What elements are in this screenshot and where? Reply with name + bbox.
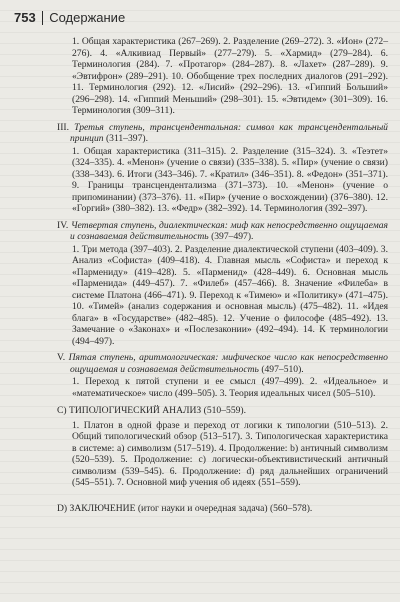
toc-items-stage3: 1. Общая характеристика (311–315). 2. Разделение (315–324). 3. «Теэтет» (324–335). 4. «Менон» (учение о связи) (335–338). 5. «Пир» (учение о связи) (338–343). 6. Итоги (343–346). 7. «Кратил» (346–351). 8. «Федон» (351–371). 9. Границы трансцендентализма (371–373). 10. «Менон» (учение о припоминании) (373–376). 11. «Пир» (учение о восхождении) (376–380). 12. «Горгий» (380–382). 13. «Федр» (382–392). 14. Терминология (392–397). (72, 145, 388, 214)
toc-content (55, 36, 388, 514)
toc-stage-4-heading (55, 220, 388, 243)
toc-stage-5-heading (55, 352, 388, 375)
toc-stage-3-heading (55, 122, 388, 145)
stage-pages: (397–497). (211, 231, 254, 242)
header-title: Содержание (49, 10, 126, 25)
toc-items-stage5: 1. Переход к пятой ступени и ее смысл (497–499). 2. «Идеальное» и «математическое» число (499–505). 3. Теория идеальных чисел (505–510). (72, 376, 388, 399)
running-header (14, 10, 386, 25)
toc-section-d-heading: D) ЗАКЛЮЧЕНИЕ (итог науки и очередная задача) (560–578). (57, 502, 313, 514)
stage-number: III. (57, 121, 69, 133)
page-number: 753 (14, 10, 36, 25)
header-divider (42, 11, 44, 25)
stage-number: IV. (57, 219, 69, 231)
stage-pages: (497–510). (261, 363, 304, 375)
toc-section-c-heading: С) ТИПОЛОГИЧЕСКИЙ АНАЛИЗ (510–559). (57, 405, 247, 416)
stage-title: Четвертая ступень, диалектическая: миф как непосредственно ощущаемая и сознаваемая действительность (70, 219, 388, 242)
stage-pages: (311–397). (105, 133, 148, 144)
toc-items-stage4: 1. Три метода (397–403). 2. Разделение диалектической ступени (403–409). 3. Анализ «Софиста» (409–418). 4. Главная мысль «Софиста» и переход к «Пармениду» (419–428). 5. «Парменид» (428–449). 6. Основная мысль «Парменида» (449–457). 7. «Филеб» (457–466). 8. Значение «Филеба» в системе Платона (466–471). 9. Переход к «Тимею» и «Политику» (471–475). 10. «Тимей» (анализ содержания и основная мысль) (475–482). 11. «Идея блага» в «Государстве» (482–485). 12. Учение о философе (485–492). 13. Замечание о «Законах» и «Послезаконии» (492–494). 14. К терминологии (494–497). (72, 243, 388, 347)
stage-number: V. (57, 352, 66, 363)
toc-items-section-c: 1. Платон в одной фразе и переход от логики к типологии (510–513). 2. Общий типологический обзор (513–517). 3. Типологическая характеристика в системе: а) символизм (517–519). 4. Продолжение: b) античный символизм (520–539). 5. Продолжение: c) логически-объективистический античный символизм (539–545). 6. Продолжение: d) ряд дальнейших ограничений (545–551). 7. Основной миф учения об идеях (551–559). (72, 419, 388, 488)
toc-items-stage2: 1. Общая характеристика (267–269). 2. Разделение (269–272). 3. «Ион» (272–276). 4. «Алкивиад Первый» (277–279). 5. «Хармид» (279–284). 6. Терминология (284). 7. «Протагор» (284–287). 8. «Лахет» (287–289). 9. «Эвтифрон» (289–291). 10. Обобщение трех последних диалогов (291–292). 11. Терминология (292). 12. «Лисий» (292–296). 13. «Гиппий Больший» (296–298). 14. «Гиппий Меньший» (298–301). 15. «Эвтидем» (301–309). 16. Терминология (309–311). (72, 36, 388, 116)
stage-title: Третья ступень, трансцендентальная: символ как трансцендентальный принцип (70, 121, 388, 144)
stage-title: Пятая ступень, аритмологическая: мифическое число как непосредственно ощущаемая и сознаваемая действительность (68, 352, 388, 375)
